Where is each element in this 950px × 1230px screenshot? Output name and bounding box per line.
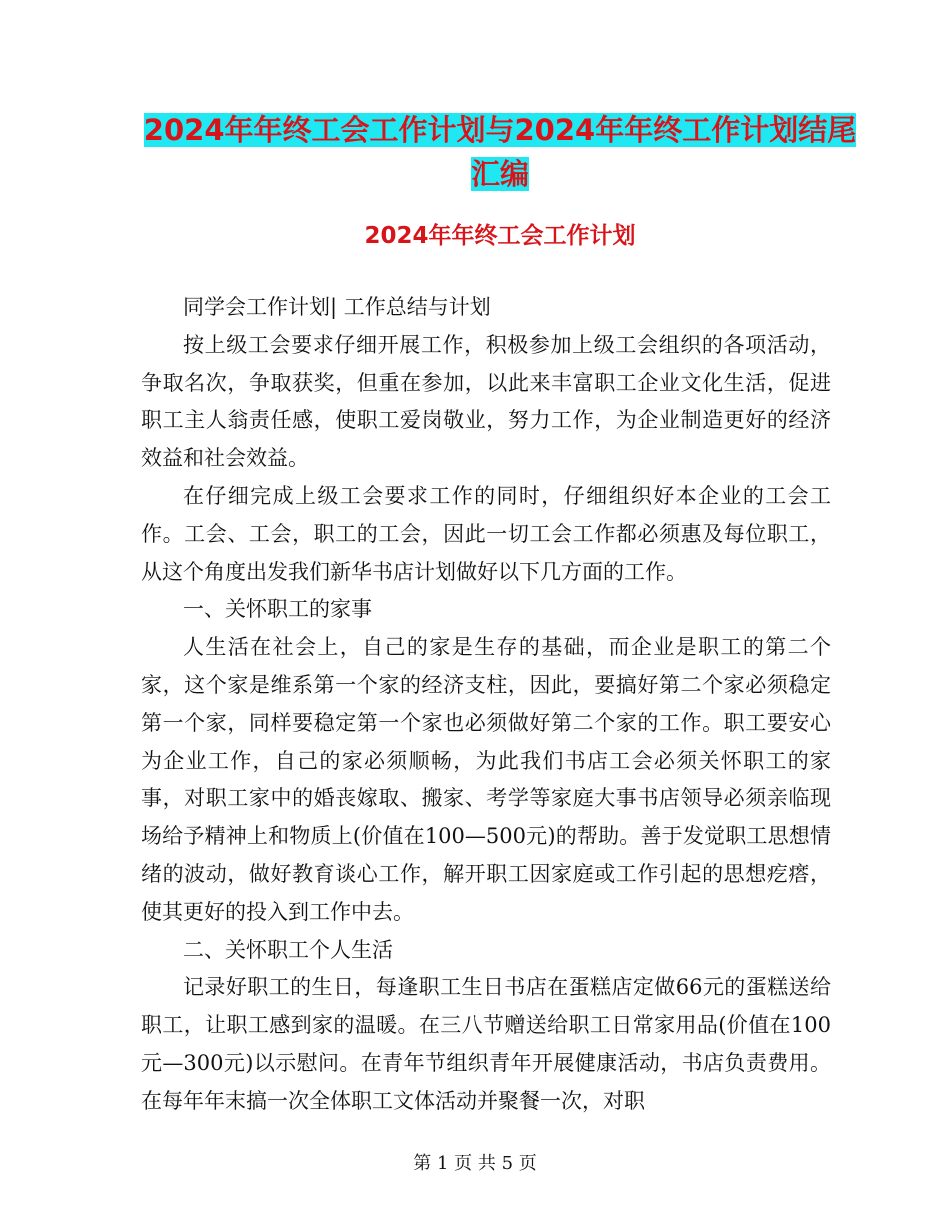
section-title: 2024年年终工会工作计划 xyxy=(364,223,636,249)
paragraph: 同学会工作计划| 工作总结与计划 xyxy=(183,295,491,319)
title-line-1: 2024年年终工会工作计划与2024年年终工作计划结尾 xyxy=(143,113,857,147)
document-body xyxy=(141,289,831,1121)
section-heading: 二、关怀职工个人生活 xyxy=(183,937,393,962)
document-title xyxy=(140,108,860,196)
paragraph: 记录好职工的生日，每逢职工生日书店在蛋糕店定做66元的蛋糕送给职工，让职工感到家的温暖。在三八节赠送给职工日常家用品(价值在100元—300元)以示慰问。在青年节组织青年开展健康活动，书店负责费用。在每年年末搞一次全体职工文体活动并聚餐一次，对职 xyxy=(141,975,831,1113)
title-line-2: 汇编 xyxy=(470,157,529,191)
paragraph: 在仔细完成上级工会要求工作的同时，仔细组织好本企业的工会工作。工会、工会，职工的工会，因此一切工会工作都必须惠及每位职工，从这个角度出发我们新华书店计划做好以下几方面的工作。 xyxy=(141,483,831,584)
paragraph: 按上级工会要求仔细开展工作，积极参加上级工会组织的各项活动，争取名次，争取获奖，但重在参加，以此来丰富职工企业文化生活，促进职工主人翁责任感，使职工爱岗敬业，努力工作，为企业制造更好的经济效益和社会效益。 xyxy=(141,332,831,471)
paragraph: 人生活在社会上，自己的家是生存的基础，而企业是职工的第二个家，这个家是维系第一个家的经济支柱，因此，要搞好第二个家必须稳定第一个家，同样要稳定第一个家也必须做好第二个家的工作。职工要安心为企业工作，自己的家必须顺畅，为此我们书店工会必须关怀职工的家事，对职工家中的婚丧嫁取、搬家、考学等家庭大事书店领导必须亲临现场给予精神上和物质上(价值在100—500元)的帮助。善于发觉职工思想情绪的波动，做好教育谈心工作，解开职工因家庭或工作引起的思想疙瘩，使其更好的投入到工作中去。 xyxy=(141,635,831,924)
section-heading: 一、关怀职工的家事 xyxy=(183,597,372,622)
page-footer: 第 1 页 共 5 页 xyxy=(413,1153,537,1174)
